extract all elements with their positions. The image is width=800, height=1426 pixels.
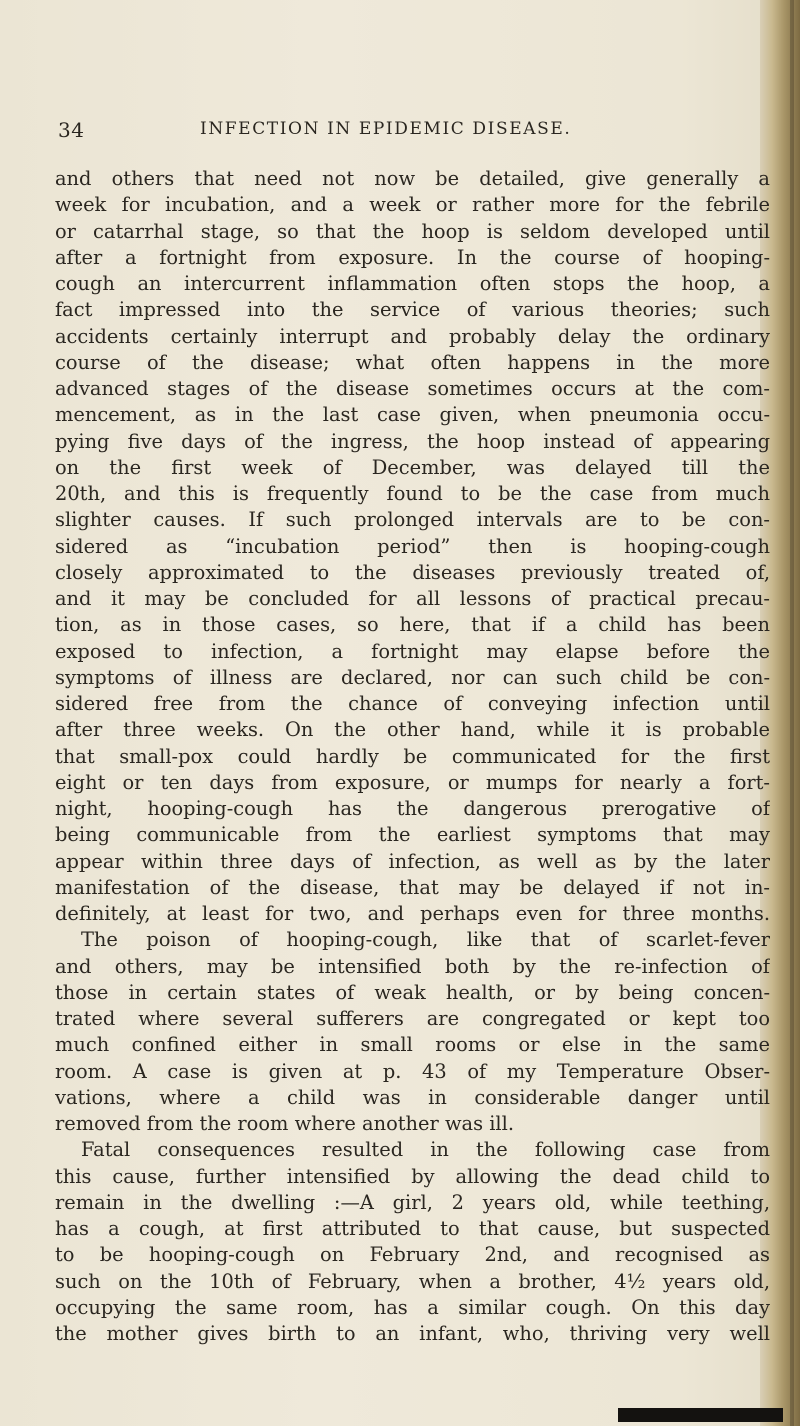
text-line: The poison of hooping-cough, like that of scarlet-fever [81,928,770,952]
running-title: INFECTION IN EPIDEMIC DISEASE. [200,119,572,139]
text-line: or catarrhal stage, so that the hoop is seldom developed until [55,219,770,243]
text-line: definitely, at least for two, and perhaps even for three months. [55,902,770,925]
text-line: to be hooping-cough on February 2nd, and recognised as [55,1243,770,1267]
text-line: appear within three days of infection, as well as by the later [55,849,770,873]
text-line: exposed to infection, a fortnight may elapse before the [55,639,770,663]
text-line: accidents certainly interrupt and probably delay the ordinary [55,324,770,348]
text-line: that small-pox could hardly be communicated for the first [55,744,770,768]
text-line: eight or ten days from exposure, or mumps for nearly a fort- [55,770,770,794]
text-line: and it may be concluded for all lessons of practical precau- [55,587,770,610]
text-line: room. A case is given at p. 43 of my Temperature Obser- [55,1059,770,1083]
text-line: mencement, as in the last case given, when pneumonia occu- [55,403,770,427]
text-line: has a cough, at first attributed to that cause, but suspected [55,1217,770,1240]
text-line: cough an intercurrent inflammation often stops the hoop, a [55,272,770,295]
text-line: vations, where a child was in considerable danger until [55,1085,770,1109]
text-line: removed from the room where another was ill. [55,1112,514,1135]
text-line: tion, as in those cases, so here, that if a child has been [55,613,770,637]
text-line: Fatal consequences resulted in the following case from [81,1138,770,1162]
text-line: sidered free from the chance of conveying infection until [55,692,770,715]
text-line: course of the disease; what often happens in the more [55,350,770,374]
text-line: after three weeks. On the other hand, while it is probable [55,718,770,742]
text-line: symptoms of illness are declared, nor can such child be con- [55,665,770,689]
text-line: manifestation of the disease, that may be delayed if not in- [55,875,770,899]
text-line: the mother gives birth to an infant, who, thriving very well [55,1322,770,1345]
page-number: 34 [58,118,85,142]
page-header [58,118,778,144]
text-line: on the first week of December, was delayed till the [55,455,770,479]
text-line: such on the 10th of February, when a brother, 4½ years old, [55,1269,770,1293]
spine-shadow [790,0,794,1426]
text-line: night, hooping-cough has the dangerous prerogative of [55,797,770,820]
text-line: occupying the same room, has a similar cough. On this day [55,1295,770,1319]
text-line: being communicable from the earliest symptoms that may [55,823,770,847]
text-line: sidered as “incubation period” then is hooping-cough [55,534,770,558]
text-line: after a fortnight from exposure. In the course of hooping- [55,245,770,269]
text-line: remain in the dwelling :—A girl, 2 years old, while teething, [55,1190,770,1214]
text-line: this cause, further intensified by allowing the dead child to [55,1164,770,1188]
text-line: pying five days of the ingress, the hoop instead of appearing [55,429,770,453]
text-line: trated where several sufferers are congregated or kept too [55,1007,770,1030]
scan-edge-bar [618,1408,783,1422]
text-line: those in certain states of weak health, or by being concen- [55,980,770,1004]
text-line: fact impressed into the service of various theories; such [55,298,770,322]
text-line: 20th, and this is frequently found to be the case from much [55,482,770,505]
text-line: much confined either in small rooms or else in the same [55,1033,770,1057]
text-line: and others that need not now be detailed, give generally a [55,167,770,190]
text-line: advanced stages of the disease sometimes occurs at the com- [55,377,770,400]
text-line: week for incubation, and a week or rather more for the febrile [55,193,770,217]
text-line: and others, may be intensified both by the re-infection of [55,954,770,978]
text-line: slighter causes. If such prolonged intervals are to be con- [55,508,770,532]
text-line: closely approximated to the diseases previously treated of, [55,560,770,584]
body-text [55,166,770,1347]
